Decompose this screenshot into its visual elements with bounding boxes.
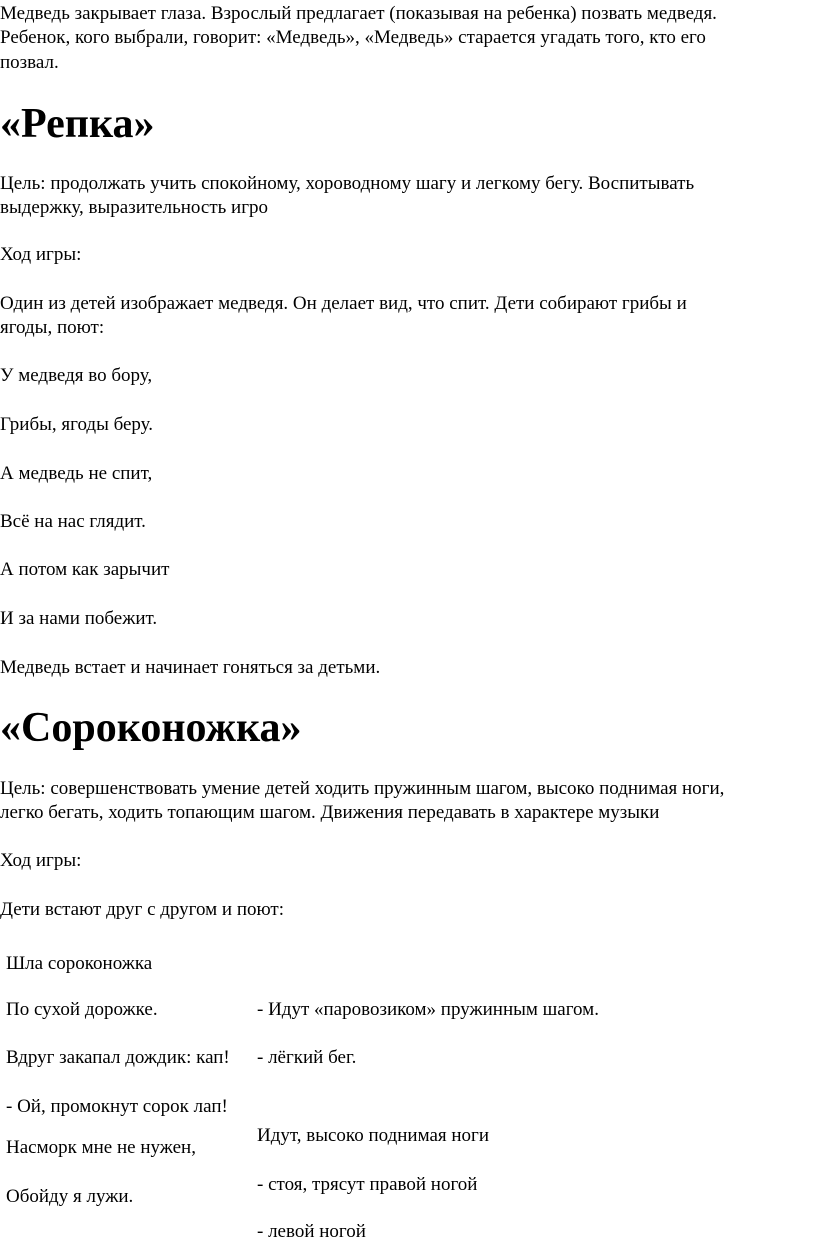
sorokonozhka-intro: Дети встают друг с другом и поют: bbox=[0, 899, 285, 920]
section-title-repka: «Репка» bbox=[0, 101, 155, 147]
song-line: - Ой, промокнут сорок лап! bbox=[6, 1096, 228, 1117]
repka-verse-line: Всё на нас глядит. bbox=[0, 511, 146, 532]
song-line: Вдруг закапал дождик: кап! bbox=[6, 1047, 230, 1068]
repka-ending: Медведь встает и начинает гоняться за детьми. bbox=[0, 657, 381, 678]
action-line: Идут, высоко поднимая ноги bbox=[257, 1125, 490, 1146]
action-line: - Идут «паровозиком» пружинным шагом. bbox=[257, 999, 599, 1020]
sorokonozhka-course-label: Ход игры: bbox=[0, 850, 82, 871]
repka-course-label: Ход игры: bbox=[0, 244, 82, 265]
action-line: - левой ногой bbox=[257, 1221, 366, 1242]
repka-desc-line-2: ягоды, поют: bbox=[0, 317, 105, 338]
section-title-sorokonozhka: «Сороконожка» bbox=[0, 705, 302, 751]
repka-verse-line: А медведь не спит, bbox=[0, 463, 153, 484]
sorokonozhka-goal-line-2: легко бегать, ходить топающим шагом. Движения передавать в характере музыки bbox=[0, 802, 660, 823]
repka-goal-line-1: Цель: продолжать учить спокойному, хороводному шагу и легкому бегу. Воспитывать bbox=[0, 173, 695, 194]
intro-line-2: Ребенок, кого выбрали, говорит: «Медведь», «Медведь» старается угадать того, кто его bbox=[0, 27, 706, 48]
repka-goal-line-2: выдержку, выразительность игро bbox=[0, 197, 269, 218]
intro-line-1: Медведь закрывает глаза. Взрослый предлагает (показывая на ребенка) позвать медведя. bbox=[0, 3, 717, 24]
action-line: - лёгкий бег. bbox=[257, 1047, 357, 1068]
song-line: Обойду я лужи. bbox=[6, 1186, 134, 1207]
song-line: Насморк мне не нужен, bbox=[6, 1137, 196, 1158]
song-line: Шла сороконожка bbox=[6, 953, 153, 974]
repka-verse-line: Грибы, ягоды беру. bbox=[0, 414, 154, 435]
song-line: По сухой дорожке. bbox=[6, 999, 158, 1020]
sorokonozhka-goal-line-1: Цель: совершенствовать умение детей ходить пружинным шагом, высоко поднимая ноги, bbox=[0, 778, 725, 799]
repka-verse-line: А потом как зарычит bbox=[0, 559, 170, 580]
repka-verse-line: И за нами побежит. bbox=[0, 608, 158, 629]
repka-desc-line-1: Один из детей изображает медведя. Он делает вид, что спит. Дети собирают грибы и bbox=[0, 293, 687, 314]
repka-verse-line: У медведя во бору, bbox=[0, 365, 153, 386]
intro-line-3: позвал. bbox=[0, 52, 59, 73]
action-line: - стоя, трясут правой ногой bbox=[257, 1174, 478, 1195]
